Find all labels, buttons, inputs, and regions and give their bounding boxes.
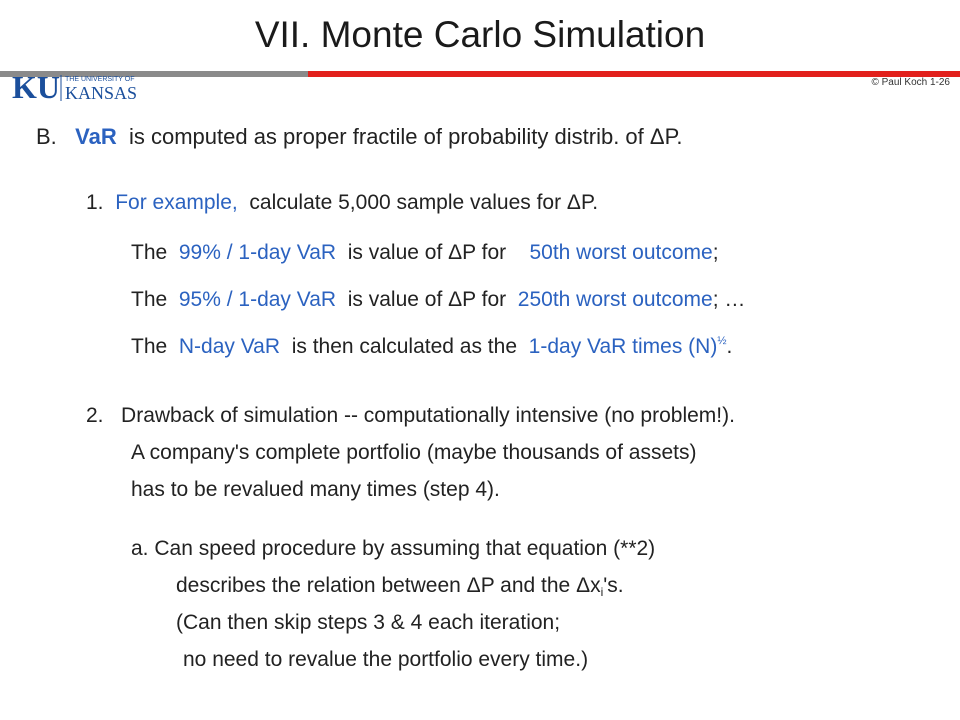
slide-title: VII. Monte Carlo Simulation [254, 14, 706, 55]
row-99-the: The [131, 241, 168, 264]
row-99-var [131, 241, 719, 265]
ku-univ-text: THE UNIVERSITY OF [65, 76, 135, 83]
row-95-outcome: 250th worst outcome [517, 288, 713, 311]
item-a-line2-end: 's. [603, 574, 624, 597]
row-99-end: ; [712, 241, 719, 264]
item-a-subscript: i [600, 585, 604, 599]
item-a-line3: (Can then skip steps 3 & 4 each iteration; [176, 611, 561, 634]
item-1 [86, 191, 598, 215]
ku-monogram: KU [12, 71, 60, 105]
row-n-day-var [131, 335, 732, 359]
row-95-end: ; … [712, 288, 746, 311]
row-n-the: The [131, 335, 168, 358]
item-1-text: calculate 5,000 sample values for ΔP. [249, 191, 599, 214]
item-a-line2 [176, 574, 624, 598]
row-n-label: N-day VaR [178, 335, 281, 358]
row-95-var [131, 288, 745, 312]
item-2-num: 2. [86, 404, 104, 427]
row-95-label: 95% / 1-day VaR [178, 288, 337, 311]
row-n-formula-text: 1-day VaR times (N) [528, 335, 718, 358]
point-b-label: B. [36, 124, 57, 149]
item-2 [86, 404, 735, 428]
title-rule-red [308, 71, 960, 77]
item-2-line3: has to be revalued many times (step 4). [131, 478, 500, 501]
copyright-note: © Paul Koch 1-26 [871, 77, 950, 88]
var-term: VaR [75, 124, 117, 149]
ku-logo [12, 71, 152, 105]
row-99-outcome: 50th worst outcome [529, 241, 713, 264]
row-95-the: The [131, 288, 168, 311]
item-1-num: 1. [86, 191, 104, 214]
row-n-mid: is then calculated as the [291, 335, 517, 358]
item-a-line2-text: describes the relation between ΔP and the Δx [176, 574, 601, 597]
item-a-line4: no need to revalue the portfolio every time.) [183, 648, 589, 671]
item-1-lead: For example, [115, 191, 238, 214]
row-n-formula [529, 335, 727, 358]
item-a-line1: a. Can speed procedure by assuming that equation (**2) [131, 537, 656, 560]
row-99-label: 99% / 1-day VaR [178, 241, 337, 264]
item-2-line1: Drawback of simulation -- computationally intensive (no problem!). [121, 404, 735, 427]
point-b [36, 124, 683, 150]
row-99-mid: is value of ΔP for [347, 241, 507, 264]
row-95-mid: is value of ΔP for [347, 288, 507, 311]
row-n-end: . [726, 335, 733, 358]
row-n-exponent: ½ [717, 335, 727, 347]
ku-kansas-text: KANSAS [65, 83, 138, 103]
item-2-line2: A company's complete portfolio (maybe thousands of assets) [131, 441, 697, 464]
point-b-text: is computed as proper fractile of probability distrib. of ΔP. [128, 124, 683, 149]
